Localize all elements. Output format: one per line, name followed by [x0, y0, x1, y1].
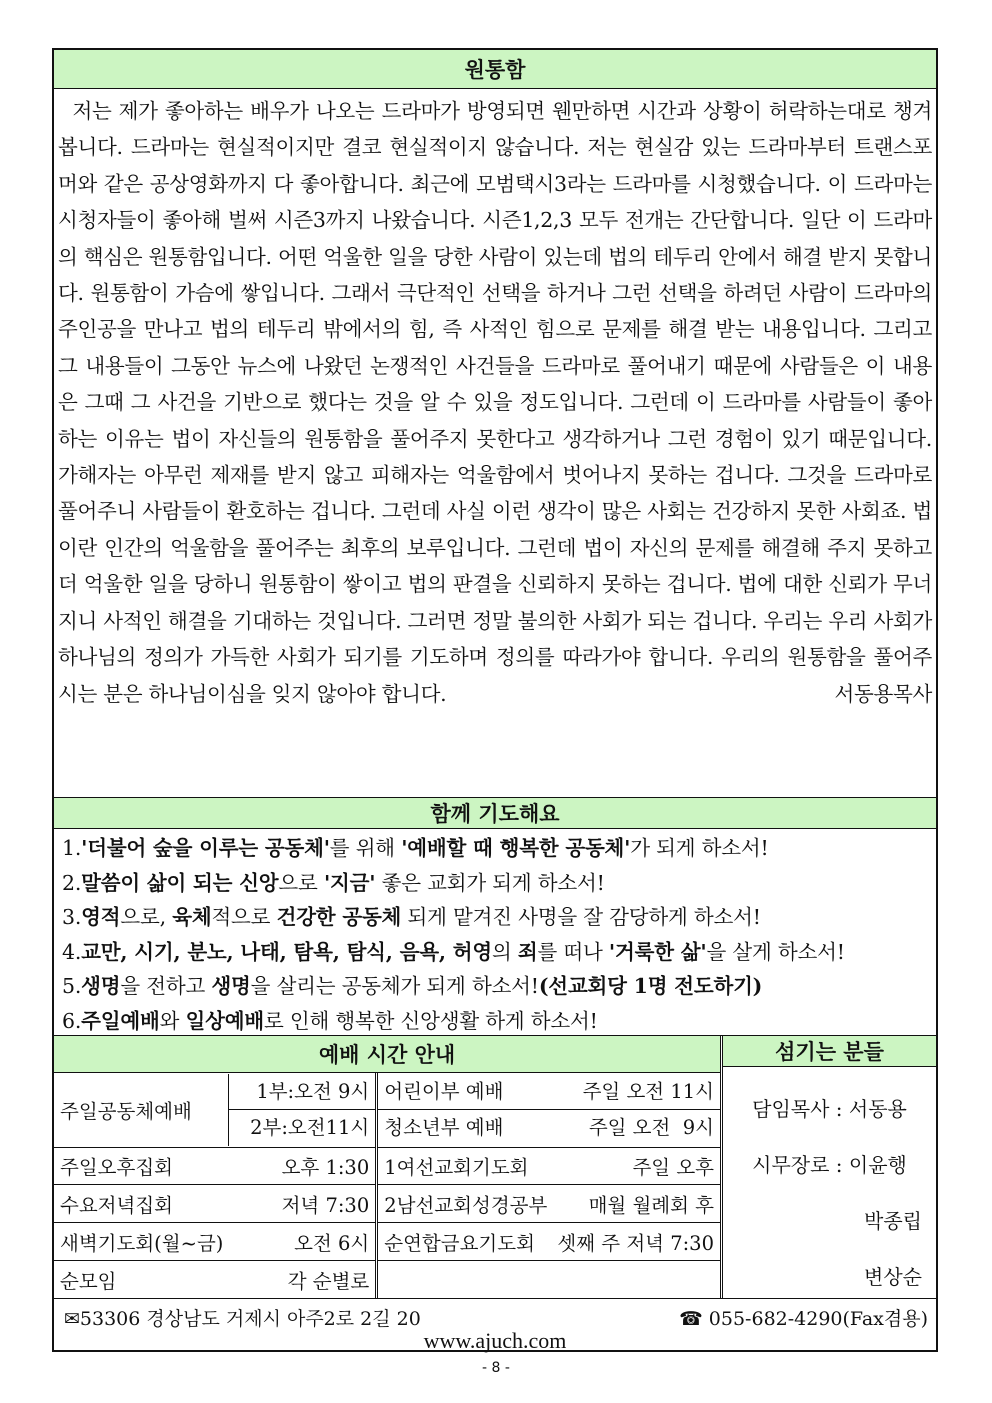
prayer-text: 육체: [172, 905, 212, 929]
service-time: 주일 오후: [632, 1156, 714, 1180]
service-name: 주일오후집회: [60, 1156, 174, 1180]
worship-schedule: [54, 1036, 723, 1298]
elder-line: 시무장로 : 이윤행: [752, 1153, 907, 1177]
page-number: - 8 -: [482, 1360, 510, 1376]
website-url: www.ajuch.com: [423, 1328, 567, 1353]
elder-name: 박종립: [864, 1209, 922, 1233]
service-time: 각 순별로: [287, 1269, 370, 1293]
youth-cell: [377, 1073, 720, 1147]
mail-icon: ✉: [64, 1308, 80, 1330]
prayer-text: 6.: [62, 1008, 82, 1033]
prayer-item: [62, 900, 926, 935]
prayer-text: 의: [491, 939, 518, 964]
prayer-text: 건강한 공동체: [276, 905, 402, 929]
service-time: 주일 오전 11시: [582, 1079, 714, 1103]
service-name: 2남선교회성경공부: [384, 1193, 548, 1217]
service-name: 1여선교회기도회: [384, 1156, 529, 1180]
prayer-item: [62, 866, 926, 901]
prayer-text: 주일예배: [81, 1008, 160, 1033]
sunday-worship-label: 주일공동체예배: [60, 1099, 192, 1123]
prayer-text: 좋은 교회가 되게 하소서!: [375, 870, 605, 895]
prayer-text: 생명: [81, 974, 121, 998]
service-time: 주일 오전 9시: [588, 1115, 714, 1139]
prayer-title: 함께 기도해요: [54, 798, 936, 829]
service-name: 순연합금요기도회: [384, 1231, 535, 1255]
address-text: 53306 경상남도 거제시 아주2로 2길 20: [79, 1308, 421, 1330]
table-row: [378, 1074, 720, 1110]
prayer-text: 을 전하고: [120, 974, 212, 998]
prayer-item: [62, 935, 926, 970]
phone-number: 055-682-4290(Fax겸용): [708, 1308, 928, 1330]
table-row: [54, 1261, 720, 1298]
prayer-text: '예배할 때 행복한 공동체': [401, 836, 631, 860]
staff-section: [723, 1036, 936, 1298]
bulletin-page-frame: [52, 48, 938, 1352]
staff-title: 섬기는 분들: [723, 1036, 936, 1067]
staff-list: [723, 1067, 936, 1305]
phone-icon: ☎: [679, 1308, 703, 1330]
prayer-item: [62, 969, 926, 1004]
prayer-text: 5.: [62, 974, 82, 998]
schedule-title: 예배 시간 안내: [54, 1036, 720, 1073]
prayer-text: 1.: [62, 836, 82, 860]
service-time: 오후 1:30: [281, 1156, 370, 1180]
prayer-text: 으로: [278, 870, 324, 895]
prayer-text: (선교회당 1명 전도하기): [538, 974, 763, 998]
prayer-text: 4.: [62, 939, 82, 964]
essay-title: 원통함: [54, 50, 936, 89]
prayer-text: 일상예배: [185, 1008, 264, 1033]
schedule-table: [54, 1073, 720, 1298]
pastor-line: 담임목사 : 서동용: [752, 1097, 907, 1121]
prayer-text: 생명: [211, 974, 251, 998]
table-row: [54, 1185, 720, 1223]
table-row: [54, 1147, 720, 1185]
service-name: 수요저녁집회: [60, 1193, 174, 1217]
prayer-item: [62, 831, 926, 866]
service-name: 순모임: [60, 1269, 117, 1293]
prayer-text: 말씀이 삶이 되는 신앙: [81, 870, 279, 895]
sunday-first-service: 1부:오전 9시: [229, 1074, 375, 1110]
essay-signature: 서동용목사: [834, 681, 932, 706]
prayer-text: 2.: [62, 870, 82, 895]
prayer-text: '거룩한 삶': [608, 939, 707, 964]
service-time: 저녁 7:30: [281, 1193, 370, 1217]
elder-name: 변상순: [864, 1265, 922, 1289]
service-time: 매월 월례회 후: [588, 1193, 714, 1217]
prayer-text: '더불어 숲을 이루는 공동체': [81, 836, 330, 860]
prayer-text: 와: [159, 1008, 186, 1033]
prayer-list: [54, 829, 936, 1036]
prayer-text: 3.: [62, 905, 82, 929]
prayer-text: 되게 맡겨진 사명을 잘 감당하게 하소서!: [401, 905, 761, 929]
prayer-text: 으로,: [120, 905, 173, 929]
address: [64, 1304, 421, 1331]
table-row: [378, 1110, 720, 1146]
sunday-worship-cell: [54, 1073, 377, 1147]
sunday-second-service: 2부:오전11시: [250, 1115, 370, 1139]
prayer-text: 가 되게 하소서!: [630, 836, 769, 860]
prayer-text: '지금': [323, 870, 376, 895]
service-name: 새벽기도회(월~금): [60, 1231, 224, 1255]
prayer-text: 을 살리는 공동체가 되게 하소서!: [250, 974, 539, 998]
prayer-text: 로 인해 행복한 신앙생활 하게 하소서!: [263, 1008, 598, 1033]
service-time: 오전 6시: [294, 1231, 370, 1255]
prayer-text: 교만, 시기, 분노, 나태, 탐욕, 탐식, 음욕, 허영: [81, 939, 492, 964]
service-time: 셋째 주 저녁 7:30: [557, 1231, 714, 1255]
prayer-text: 죄: [517, 939, 538, 964]
prayer-text: 을 살게 하소서!: [706, 939, 845, 964]
essay-body: [54, 89, 936, 798]
info-section: [54, 1036, 936, 1299]
table-row: [54, 1223, 720, 1261]
essay-text: 저는 제가 좋아하는 배우가 나오는 드라마가 방영되면 웬만하면 시간과 상황이 허락하는대로 챙겨봅니다. 드라마는 현실적이지만 결코 현실적이지 않습니다. 저는 현실감 있는 드라마부터 트랜스포머와 같은 공상영화까지 다 좋아합니다. 최근에 모범택시3라는 드라마를 시청했습니다. 이 드라마는 시청자들이 좋아해 벌써 시즌3까지 나왔습니다. 시즌1,2,3 모두 전개는 간단합니다. 일단 이 드라마의 핵심은 원통함입니다. 어떤 억울한 일을 당한 사람이 있는데 법의 테두리 안에서 해결 받지 못합니다. 원통함이 가슴에 쌓입니다. 그래서 극단적인 선택을 하거나 그런 선택을 하려던 사람이 드라마의 주인공을 만나고 법의 테두리 밖에서의 힘, 즉 사적인 힘으로 문제를 해결 받는 내용입니다. 그리고 그 내용들이 그동안 뉴스에 나왔던 논쟁적인 사건들을 드라마로 풀어내기 때문에 사람들은 이 내용은 그때 그 사건을 기반으로 했다는 것을 알 수 있을 정도입니다. 그런데 이 드라마를 사람들이 좋아하는 이유는 법이 자신들의 원통함을 풀어주지 못한다고 생각하거나 그런 경험이 있기 때문입니다. 가해자는 아무런 제재를 받지 않고 피해자는 억울함에서 벗어나지 못하는 겁니다. 그것을 드라마로 풀어주니 사람들이 환호하는 겁니다. 그런데 사실 이런 생각이 많은 사회는 건강하지 못한 사회죠. 법이란 인간의 억울함을 풀어주는 최후의 보루입니다. 그런데 법이 자신의 문제를 해결해 주지 못하고 더 억울한 일을 당하니 원통함이 쌓이고 법의 판결을 신뢰하지 못하는 겁니다. 법에 대한 신뢰가 무너지니 사적인 해결을 기대하는 것입니다. 그러면 정말 불의한 사회가 되는 겁니다. 우리는 우리 사회가 하나님의 정의가 가득한 사회가 되기를 기도하며 정의를 따라가야 합니다. 우리의 원통함을 풀어주시는 분은 하나님이심을 잊지 않아야 합니다.: [58, 99, 933, 706]
prayer-text: 를 위해: [329, 836, 402, 860]
service-name: 어린이부 예배: [384, 1079, 504, 1103]
phone: [679, 1304, 928, 1331]
prayer-text: 영적: [81, 905, 121, 929]
prayer-item: [62, 1004, 926, 1039]
prayer-text: 적으로: [211, 905, 277, 929]
service-name: 청소년부 예배: [384, 1115, 504, 1139]
prayer-text: 를 떠나: [537, 939, 609, 964]
